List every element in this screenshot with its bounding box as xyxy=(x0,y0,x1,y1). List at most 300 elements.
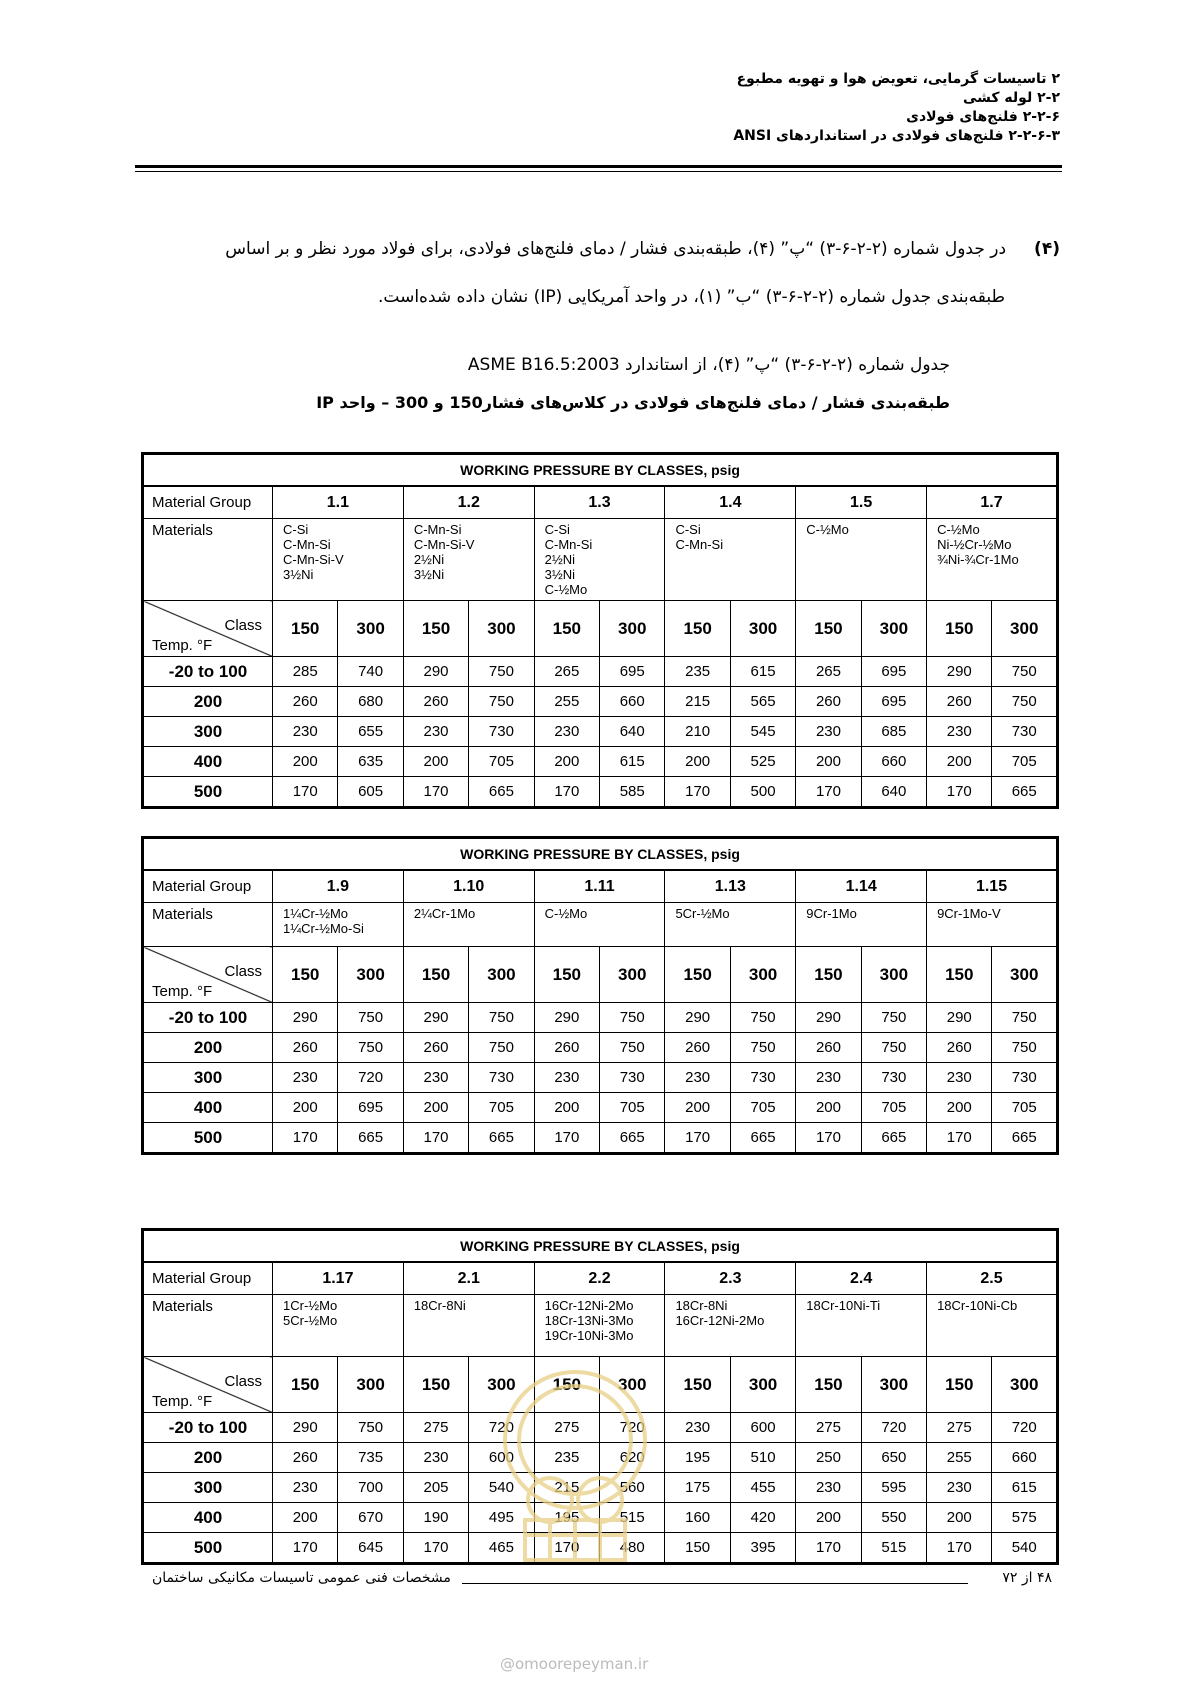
pressure-value: 170 xyxy=(665,777,730,808)
material-group: 1.7 xyxy=(927,486,1058,519)
pressure-class: 300 xyxy=(861,601,926,657)
pressure-value: 740 xyxy=(338,657,403,687)
pressure-value: 640 xyxy=(600,717,665,747)
pressure-value: 650 xyxy=(861,1443,926,1473)
material-group: 1.13 xyxy=(665,870,796,903)
pressure-value: 600 xyxy=(730,1413,795,1443)
materials-list: 16Cr-12Ni-2Mo 18Cr-13Ni-3Mo 19Cr-10Ni-3Mo xyxy=(534,1295,665,1357)
pressure-class: 150 xyxy=(534,947,599,1003)
pressure-value: 615 xyxy=(730,657,795,687)
pressure-value: 655 xyxy=(338,717,403,747)
pressure-value: 275 xyxy=(534,1413,599,1443)
pressure-value: 540 xyxy=(992,1533,1058,1564)
pressure-value: 695 xyxy=(861,687,926,717)
pressure-value: 750 xyxy=(730,1003,795,1033)
pressure-class: 300 xyxy=(469,947,534,1003)
pressure-value: 600 xyxy=(469,1443,534,1473)
seal-watermark xyxy=(490,1370,660,1570)
pressure-value: 750 xyxy=(861,1003,926,1033)
pressure-value: 290 xyxy=(273,1413,338,1443)
material-group: 1.5 xyxy=(796,486,927,519)
materials-list: 18Cr-8Ni 16Cr-12Ni-2Mo xyxy=(665,1295,796,1357)
pressure-value: 730 xyxy=(992,717,1058,747)
pressure-value: 260 xyxy=(403,1033,468,1063)
pressure-value: 525 xyxy=(730,747,795,777)
material-group: 1.4 xyxy=(665,486,796,519)
table-row xyxy=(143,1063,1058,1093)
pressure-value: 695 xyxy=(338,1093,403,1123)
pressure-value: 230 xyxy=(403,1063,468,1093)
pressure-class: 150 xyxy=(273,1357,338,1413)
pressure-value: 635 xyxy=(338,747,403,777)
temperature-cell: 200 xyxy=(143,687,273,717)
temperature-cell: -20 to 100 xyxy=(143,657,273,687)
pressure-value: 595 xyxy=(861,1473,926,1503)
material-group: 1.14 xyxy=(796,870,927,903)
page-number: ۴۸ از ۷۲ xyxy=(1002,1570,1052,1586)
pressure-value: 205 xyxy=(403,1473,468,1503)
pressure-value: 200 xyxy=(927,1093,992,1123)
pressure-value: 705 xyxy=(861,1093,926,1123)
pressure-value: 170 xyxy=(927,777,992,808)
materials-list: C-½Mo Ni-½Cr-½Mo ¾Ni-¾Cr-1Mo xyxy=(927,519,1058,601)
pressure-value: 750 xyxy=(730,1033,795,1063)
temperature-cell: 300 xyxy=(143,1473,273,1503)
pressure-value: 290 xyxy=(927,657,992,687)
pressure-class: 300 xyxy=(338,947,403,1003)
pressure-class: 150 xyxy=(273,947,338,1003)
materials-list: 18Cr-10Ni-Ti xyxy=(796,1295,927,1357)
table-row xyxy=(143,747,1058,777)
table-row xyxy=(143,657,1058,687)
header-line-4: ۲-۲-۶-۳ فلنج‌های فولادی در استانداردهای ANSI xyxy=(733,128,1060,144)
material-group-label: Material Group xyxy=(143,1262,273,1295)
material-group: 2.1 xyxy=(403,1262,534,1295)
pressure-value: 750 xyxy=(992,1003,1058,1033)
pressure-value: 285 xyxy=(273,657,338,687)
pressure-value: 260 xyxy=(927,1033,992,1063)
pressure-value: 265 xyxy=(534,657,599,687)
table-row xyxy=(143,1123,1058,1154)
material-group: 1.17 xyxy=(273,1262,404,1295)
table-title: WORKING PRESSURE BY CLASSES, psig xyxy=(143,1230,1058,1263)
material-group: 1.9 xyxy=(273,870,404,903)
pressure-value: 260 xyxy=(273,1443,338,1473)
pressure-value: 750 xyxy=(600,1033,665,1063)
pressure-value: 545 xyxy=(730,717,795,747)
pressure-class: 300 xyxy=(338,601,403,657)
material-group: 1.1 xyxy=(273,486,404,519)
pressure-value: 250 xyxy=(796,1443,861,1473)
pressure-value: 500 xyxy=(730,777,795,808)
temperature-cell: 500 xyxy=(143,1123,273,1154)
pressure-value: 255 xyxy=(927,1443,992,1473)
pressure-value: 170 xyxy=(534,1533,599,1564)
pressure-value: 235 xyxy=(665,657,730,687)
table-subtitle: طبقه‌بندی فشار / دمای فلنج‌های فولادی در کلاس‌های فشار150 و 300 – واحد IP xyxy=(316,393,950,412)
pressure-value: 720 xyxy=(338,1063,403,1093)
pressure-value: 175 xyxy=(665,1473,730,1503)
pressure-value: 200 xyxy=(403,747,468,777)
pressure-value: 455 xyxy=(730,1473,795,1503)
pressure-value: 720 xyxy=(469,1413,534,1443)
pressure-value: 750 xyxy=(992,687,1058,717)
pressure-value: 695 xyxy=(600,657,665,687)
material-group: 1.2 xyxy=(403,486,534,519)
pressure-class: 300 xyxy=(338,1357,403,1413)
pressure-class: 300 xyxy=(730,947,795,1003)
pressure-value: 260 xyxy=(665,1033,730,1063)
materials-label: Materials xyxy=(143,519,273,601)
pressure-value: 670 xyxy=(338,1503,403,1533)
pressure-value: 230 xyxy=(403,717,468,747)
pressure-class: 300 xyxy=(600,947,665,1003)
pressure-value: 190 xyxy=(403,1503,468,1533)
pressure-value: 615 xyxy=(992,1473,1058,1503)
pressure-value: 230 xyxy=(796,717,861,747)
pressure-value: 290 xyxy=(927,1003,992,1033)
material-group: 2.4 xyxy=(796,1262,927,1295)
pressure-value: 665 xyxy=(469,1123,534,1154)
material-group: 1.3 xyxy=(534,486,665,519)
paragraph-line-1: در جدول شماره (۲-۲-۶-۳) “پ” (۴)، طبقه‌بندی فشار / دمای فلنج‌های فولادی، برای فولاد مورد نظر و بر اساس xyxy=(225,239,1007,259)
pressure-value: 230 xyxy=(534,1063,599,1093)
pressure-value: 170 xyxy=(927,1533,992,1564)
pressure-class: 150 xyxy=(796,1357,861,1413)
pressure-value: 750 xyxy=(861,1033,926,1063)
pressure-value: 290 xyxy=(403,1003,468,1033)
pressure-value: 195 xyxy=(665,1443,730,1473)
pressure-value: 730 xyxy=(469,1063,534,1093)
class-label: Class xyxy=(224,963,262,980)
pressure-value: 170 xyxy=(403,1533,468,1564)
pressure-class: 150 xyxy=(927,1357,992,1413)
page-header xyxy=(733,70,1060,146)
pressure-value: 230 xyxy=(665,1063,730,1093)
class-temp-header xyxy=(143,947,273,1003)
pressure-value: 705 xyxy=(600,1093,665,1123)
pressure-class: 150 xyxy=(927,601,992,657)
temperature-cell: -20 to 100 xyxy=(143,1413,273,1443)
pressure-class: 300 xyxy=(992,947,1058,1003)
material-group-label: Material Group xyxy=(143,486,273,519)
material-group: 2.2 xyxy=(534,1262,665,1295)
pressure-value: 730 xyxy=(730,1063,795,1093)
temp-label: Temp. °F xyxy=(152,637,213,654)
materials-list: 1¼Cr-½Mo 1¼Cr-½Mo-Si xyxy=(273,903,404,947)
pressure-value: 750 xyxy=(600,1003,665,1033)
pressure-value: 665 xyxy=(730,1123,795,1154)
pressure-class: 300 xyxy=(730,1357,795,1413)
pressure-value: 255 xyxy=(534,687,599,717)
pressure-value: 200 xyxy=(927,747,992,777)
pressure-value: 160 xyxy=(665,1503,730,1533)
temperature-cell: 200 xyxy=(143,1033,273,1063)
pressure-value: 575 xyxy=(992,1503,1058,1533)
pressure-value: 565 xyxy=(730,687,795,717)
material-group: 2.3 xyxy=(665,1262,796,1295)
body-paragraph xyxy=(138,225,1060,321)
pressure-value: 640 xyxy=(861,777,926,808)
class-temp-header xyxy=(143,601,273,657)
temperature-cell: 300 xyxy=(143,1063,273,1093)
pressure-value: 465 xyxy=(469,1533,534,1564)
pressure-value: 170 xyxy=(403,777,468,808)
pressure-value: 230 xyxy=(273,1063,338,1093)
table-row xyxy=(143,777,1058,808)
materials-list: C-Si C-Mn-Si xyxy=(665,519,796,601)
pressure-value: 290 xyxy=(534,1003,599,1033)
materials-list: C-Si C-Mn-Si 2½Ni 3½Ni C-½Mo xyxy=(534,519,665,601)
pressure-class: 150 xyxy=(273,601,338,657)
table-row xyxy=(143,687,1058,717)
pressure-value: 730 xyxy=(469,717,534,747)
pressure-value: 210 xyxy=(665,717,730,747)
pressure-value: 665 xyxy=(861,1123,926,1154)
pressure-value: 200 xyxy=(927,1503,992,1533)
pressure-value: 200 xyxy=(534,747,599,777)
table-caption: جدول شماره (۲-۲-۶-۳) “پ” (۴)، از استاندارد ASME B16.5:2003 xyxy=(467,355,950,375)
table-title: WORKING PRESSURE BY CLASSES, psig xyxy=(143,454,1058,487)
temp-label: Temp. °F xyxy=(152,1393,213,1410)
pressure-value: 230 xyxy=(403,1443,468,1473)
pressure-value: 230 xyxy=(927,717,992,747)
pressure-value: 170 xyxy=(403,1123,468,1154)
pressure-value: 260 xyxy=(273,687,338,717)
pressure-class: 150 xyxy=(534,1357,599,1413)
pressure-value: 720 xyxy=(600,1413,665,1443)
pressure-value: 645 xyxy=(338,1533,403,1564)
pressure-class: 150 xyxy=(665,1357,730,1413)
pressure-value: 290 xyxy=(273,1003,338,1033)
header-line-1: ۲ تاسیسات گرمایی، تعویض هوا و تهویه مطبوع xyxy=(736,71,1060,87)
material-group: 1.11 xyxy=(534,870,665,903)
pressure-value: 720 xyxy=(861,1413,926,1443)
pressure-value: 170 xyxy=(665,1123,730,1154)
pressure-value: 515 xyxy=(861,1533,926,1564)
pressure-value: 200 xyxy=(665,1093,730,1123)
pressure-value: 705 xyxy=(992,747,1058,777)
pressure-class: 300 xyxy=(992,1357,1058,1413)
pressure-value: 495 xyxy=(469,1503,534,1533)
pressure-value: 750 xyxy=(469,657,534,687)
pressure-value: 540 xyxy=(469,1473,534,1503)
temperature-cell: 400 xyxy=(143,747,273,777)
pressure-value: 200 xyxy=(796,1093,861,1123)
pressure-value: 680 xyxy=(338,687,403,717)
pressure-class: 150 xyxy=(927,947,992,1003)
pressure-value: 750 xyxy=(338,1413,403,1443)
pressure-class: 150 xyxy=(796,601,861,657)
pressure-class: 300 xyxy=(469,601,534,657)
pressure-class: 150 xyxy=(796,947,861,1003)
pressure-value: 200 xyxy=(796,747,861,777)
materials-label: Materials xyxy=(143,903,273,947)
pressure-class: 300 xyxy=(600,601,665,657)
pressure-value: 665 xyxy=(600,1123,665,1154)
pressure-value: 200 xyxy=(273,1093,338,1123)
temperature-cell: 400 xyxy=(143,1093,273,1123)
pressure-value: 620 xyxy=(600,1443,665,1473)
pressure-value: 665 xyxy=(469,777,534,808)
pressure-value: 260 xyxy=(796,1033,861,1063)
temperature-cell: 400 xyxy=(143,1503,273,1533)
pressure-value: 730 xyxy=(861,1063,926,1093)
pressure-value: 235 xyxy=(534,1443,599,1473)
pressure-value: 200 xyxy=(665,747,730,777)
pressure-value: 170 xyxy=(796,1533,861,1564)
materials-list: 18Cr-8Ni xyxy=(403,1295,534,1357)
temperature-cell: 200 xyxy=(143,1443,273,1473)
pressure-value: 705 xyxy=(992,1093,1058,1123)
pressure-value: 195 xyxy=(534,1503,599,1533)
pressure-class: 150 xyxy=(665,947,730,1003)
pressure-table xyxy=(141,452,1059,809)
materials-list: C-Si C-Mn-Si C-Mn-Si-V 3½Ni xyxy=(273,519,404,601)
pressure-class: 150 xyxy=(665,601,730,657)
pressure-value: 265 xyxy=(796,657,861,687)
pressure-value: 260 xyxy=(534,1033,599,1063)
pressure-value: 660 xyxy=(861,747,926,777)
pressure-value: 705 xyxy=(730,1093,795,1123)
header-divider-thick xyxy=(135,165,1062,168)
pressure-value: 260 xyxy=(273,1033,338,1063)
pressure-value: 230 xyxy=(665,1413,730,1443)
pressure-value: 230 xyxy=(273,1473,338,1503)
pressure-value: 585 xyxy=(600,777,665,808)
pressure-value: 290 xyxy=(665,1003,730,1033)
watermark-text: @omoorepeyman.ir xyxy=(500,1655,649,1673)
pressure-value: 230 xyxy=(273,717,338,747)
pressure-value: 200 xyxy=(534,1093,599,1123)
pressure-class: 300 xyxy=(600,1357,665,1413)
pressure-value: 230 xyxy=(534,717,599,747)
pressure-value: 695 xyxy=(861,657,926,687)
pressure-value: 750 xyxy=(992,657,1058,687)
pressure-value: 685 xyxy=(861,717,926,747)
materials-list: 9Cr-1Mo-V xyxy=(927,903,1058,947)
pressure-value: 170 xyxy=(796,1123,861,1154)
pressure-value: 170 xyxy=(273,1123,338,1154)
temperature-cell: -20 to 100 xyxy=(143,1003,273,1033)
pressure-value: 420 xyxy=(730,1503,795,1533)
pressure-value: 700 xyxy=(338,1473,403,1503)
materials-list: 18Cr-10Ni-Cb xyxy=(927,1295,1058,1357)
pressure-value: 550 xyxy=(861,1503,926,1533)
pressure-value: 260 xyxy=(403,687,468,717)
pressure-class: 300 xyxy=(730,601,795,657)
table-row xyxy=(143,1033,1058,1063)
temperature-cell: 500 xyxy=(143,777,273,808)
pressure-value: 290 xyxy=(403,657,468,687)
pressure-class: 300 xyxy=(861,947,926,1003)
class-label: Class xyxy=(224,1373,262,1390)
pressure-value: 230 xyxy=(796,1063,861,1093)
pressure-value: 230 xyxy=(927,1473,992,1503)
pressure-value: 730 xyxy=(600,1063,665,1093)
pressure-value: 230 xyxy=(796,1473,861,1503)
pressure-value: 260 xyxy=(796,687,861,717)
pressure-value: 200 xyxy=(403,1093,468,1123)
pressure-value: 170 xyxy=(534,777,599,808)
materials-list: C-½Mo xyxy=(534,903,665,947)
footer-divider xyxy=(462,1583,968,1584)
pressure-value: 750 xyxy=(338,1033,403,1063)
pressure-class: 150 xyxy=(534,601,599,657)
pressure-value: 275 xyxy=(796,1413,861,1443)
pressure-value: 560 xyxy=(600,1473,665,1503)
pressure-value: 750 xyxy=(469,1003,534,1033)
pressure-value: 395 xyxy=(730,1533,795,1564)
temperature-cell: 300 xyxy=(143,717,273,747)
pressure-value: 720 xyxy=(992,1413,1058,1443)
document-title: مشخصات فنی عمومی تاسیسات مکانیکی ساختمان xyxy=(152,1570,451,1586)
pressure-value: 150 xyxy=(665,1533,730,1564)
pressure-value: 170 xyxy=(273,1533,338,1564)
pressure-value: 170 xyxy=(534,1123,599,1154)
pressure-value: 750 xyxy=(469,1033,534,1063)
materials-list: C-½Mo xyxy=(796,519,927,601)
pressure-value: 275 xyxy=(927,1413,992,1443)
pressure-value: 705 xyxy=(469,1093,534,1123)
paragraph-line-2: طبقه‌بندی جدول شماره (۲-۲-۶-۳) “ب” (۱)، در واحد آمریکایی (IP) نشان داده شده‌است. xyxy=(377,287,1005,307)
pressure-value: 275 xyxy=(403,1413,468,1443)
pressure-value: 660 xyxy=(600,687,665,717)
pressure-value: 605 xyxy=(338,777,403,808)
header-line-3: ۲-۲-۶ فلنج‌های فولادی xyxy=(906,109,1060,125)
temperature-cell: 500 xyxy=(143,1533,273,1564)
pressure-class: 150 xyxy=(403,1357,468,1413)
pressure-value: 750 xyxy=(469,687,534,717)
pressure-value: 200 xyxy=(273,1503,338,1533)
header-divider-thin xyxy=(135,171,1062,172)
pressure-class: 300 xyxy=(992,601,1058,657)
pressure-value: 480 xyxy=(600,1533,665,1564)
pressure-value: 615 xyxy=(600,747,665,777)
materials-list: 9Cr-1Mo xyxy=(796,903,927,947)
pressure-value: 230 xyxy=(927,1063,992,1093)
paragraph-number: (۴) xyxy=(1034,239,1060,259)
pressure-value: 660 xyxy=(992,1443,1058,1473)
pressure-value: 170 xyxy=(927,1123,992,1154)
pressure-class: 300 xyxy=(469,1357,534,1413)
pressure-value: 215 xyxy=(665,687,730,717)
pressure-value: 665 xyxy=(992,1123,1058,1154)
material-group-label: Material Group xyxy=(143,870,273,903)
pressure-value: 200 xyxy=(273,747,338,777)
materials-list: C-Mn-Si C-Mn-Si-V 2½Ni 3½Ni xyxy=(403,519,534,601)
pressure-value: 515 xyxy=(600,1503,665,1533)
temp-label: Temp. °F xyxy=(152,983,213,1000)
header-line-2: ۲-۲ لوله کشی xyxy=(963,90,1060,106)
pressure-class: 300 xyxy=(861,1357,926,1413)
pressure-value: 750 xyxy=(992,1033,1058,1063)
pressure-value: 200 xyxy=(796,1503,861,1533)
table-title: WORKING PRESSURE BY CLASSES, psig xyxy=(143,838,1058,871)
material-group: 2.5 xyxy=(927,1262,1058,1295)
materials-list: 5Cr-½Mo xyxy=(665,903,796,947)
pressure-value: 665 xyxy=(992,777,1058,808)
materials-list: 1Cr-½Mo 5Cr-½Mo xyxy=(273,1295,404,1357)
material-group: 1.10 xyxy=(403,870,534,903)
table-row xyxy=(143,717,1058,747)
materials-label: Materials xyxy=(143,1295,273,1357)
pressure-value: 290 xyxy=(796,1003,861,1033)
pressure-value: 170 xyxy=(273,777,338,808)
pressure-value: 260 xyxy=(927,687,992,717)
class-temp-header xyxy=(143,1357,273,1413)
pressure-class: 150 xyxy=(403,947,468,1003)
